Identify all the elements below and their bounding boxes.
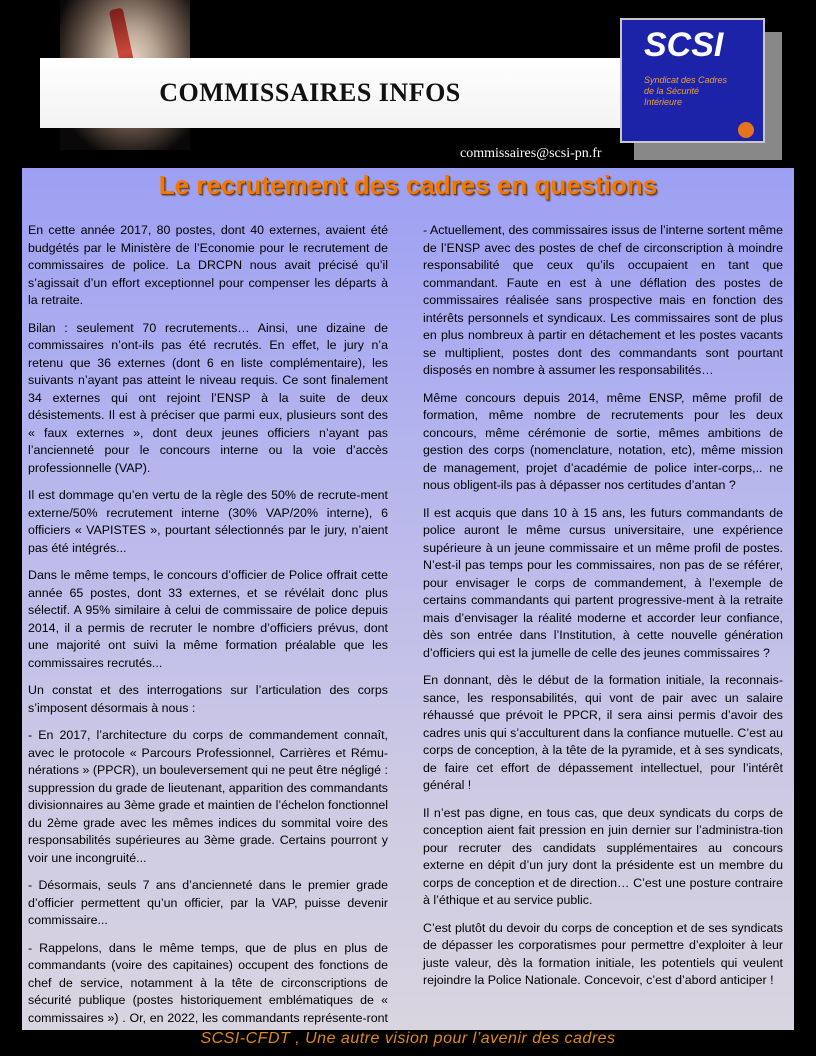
paragraph: Il est acquis que dans 10 à 15 ans, les futurs commandants de police auront le même cursus universitaire, une expérience supérieure à un jeune commissaire et un même profil de postes. N’est-il pas temps pour les commissaires, non pas de se référer, pour envisager le corps de commandement, à l’exemple de certains commandants qui partent progressive-ment à la retraite mais d’envisager la réalité moderne et accorder leur confiance, dès son entrée dans l’Institution, à cette nouvelle génération d’officiers qui est la jumelle de celle des jeunes commissaires ? bbox=[423, 505, 783, 660]
paragraph: - Actuellement, des commissaires issus de l’interne sortent même de l’ENSP avec des postes de chef de circonscription à moindre responsabilité que ceux qu’ils occupaient en tant que commandant. Faute en est à une déflation des postes de commissaires réalisée sans prospective mais en fonction des intérêts personnels et syndicaux. Les commissaires sont de plus en plus nombreux à partir en détachement et les postes vacants se multiplient, postes dont des commandants sont pourtant disposés en nombre à assumer les responsabilités… bbox=[423, 223, 783, 377]
paragraph: En cette année 2017, 80 postes, dont 40 externes, avaient été budgétés par le Ministère de l’Economie pour le recrutement de commissaires de police. La DRCPN nous avait précisé qu’il s’agissait d’un effort exceptionnel pour compenser les départs à la retraite. bbox=[28, 223, 388, 307]
contact-email[interactable]: commissaires@scsi-pn.fr bbox=[460, 146, 602, 161]
paragraph: Même concours depuis 2014, même ENSP, même profil de formation, même nombre de recrutements pour les deux concours, même cérémonie de sortie, mêmes ambitions de gestion des corps (nomenclature, notation, etc), même mission de management, projet d’académie de police inter-corps,.. ne nous obligent-ils pas à dépasser nos certitudes d’antan ? bbox=[423, 390, 783, 492]
article-column-right bbox=[423, 222, 783, 1000]
paragraph: Dans le même temps, le concours d’officier de Police offrait cette année 65 postes, dont 33 externes, et se révélait donc plus sélectif. A 95% similaire à celui de commissaire de police depuis 2014, il a permis de recruter le nombre d’officiers prévus, dont une majorité ont suivi la même formation préalable que les commissaires recrutés... bbox=[28, 568, 388, 670]
cfdt-badge-icon bbox=[738, 122, 754, 138]
article-column-left bbox=[28, 222, 388, 1055]
paragraph: - Désormais, seuls 7 ans d’ancienneté dans le premier grade d’officier permettent qu’un officier, par la VAP, puisse devenir commissaire... bbox=[28, 878, 388, 927]
paragraph: C’est plutôt du devoir du corps de conception et de ses syndicats de dépasser les corporatismes pour permettre d’exploiter à leur juste valeur, dès la formation initiale, les potentiels qui veulent rejoindre la Police Nationale. Concevoir, c’est d’abord anticiper ! bbox=[423, 920, 783, 987]
article-headline: Le recrutement des cadres en questions bbox=[158, 170, 658, 200]
paragraph: Il n’est pas digne, en tous cas, que deux syndicats du corps de conception aient fait pression en juin dernier sur l’administra-tion pour recruter des candidats supplémentaires au concours externe en dépit d’un jury dont la présidente est un membre du corps de conception et de direction… C’est une posture contraire à l’éthique et au service public. bbox=[423, 805, 783, 907]
paragraph: - Rappelons, dans le même temps, que de plus en plus de commandants (voire des capitaines) occupent des fonctions de chef de service, notamment à la tête de circonscriptions de sécurité publique (postes historiquement emblématiques de « commissaires ») . Or, en 2022, les commandants représente-ront 60% du corps de commandement ! bbox=[28, 940, 388, 1042]
footer-tagline: SCSI-CFDT , Une autre vision pour l’avenir des cadres bbox=[200, 1030, 616, 1047]
logo-box bbox=[620, 18, 765, 143]
paragraph: Bilan : seulement 70 recrutements… Ainsi, une dizaine de commissaires n’ont-ils pas été recrutés. En effet, le jury n’a retenu que 36 externes (dont 6 en liste complémentaire), les suivants n’ayant pas atteint le niveau requis. Ce sont finalement 34 externes qui ont rejoint l’ENSP à la suite de deux désistements. Il est à préciser que parmi eux, plusieurs sont des « faux externes », dont deux jeunes officiers n’ayant pas l’ancienneté pour le concours interne ou la voie d’accès professionnelle (VAP). bbox=[28, 320, 388, 475]
paragraph: Un constat et des interrogations sur l’articulation des corps s’imposent désormais à nous : bbox=[28, 683, 388, 715]
paragraph: Il est dommage qu’en vertu de la règle des 50% de recrute-ment externe/50% recrutement interne (30% VAP/20% interne), 6 officiers « VAPISTES », pourtant sélectionnés par le jury, n’aient pas été intégrés... bbox=[28, 488, 388, 555]
logo-name: SCSI bbox=[644, 26, 724, 64]
paragraph: - En 2017, l’architecture du corps de commandement connaît, avec le protocole « Parcours Professionnel, Carrières et Rému-nérations » (PPCR), un bouleversement qui ne peut être négligé : suppression du grade de lieutenant, apparition des commandants divisionnaires au 3ème grade et maintien de l’échelon fonctionnel du 2ème grade avec les mêmes indices du sommital voire des responsabilités supérieures au 3ème grade. Certains pourront y voir une incongruité... bbox=[28, 728, 388, 865]
scsi-logo bbox=[620, 18, 782, 160]
paragraph: En donnant, dès le début de la formation initiale, la reconnais-sance, les responsabilités, qui vont de pair avec un salaire réhaussé que prévoit le PPCR, il sera ainsi permis d’avoir des cadres unis qui s’acculturent dans la confiance mutuelle. C’est au corps de conception, à la tête de la pyramide, et à ses syndicats, de faire cet effort de dépassement intellectuel, pour l’intérêt général ! bbox=[423, 673, 783, 792]
logo-subtitle: Syndicat des Cadres de la Sécurité Intérieure bbox=[644, 75, 728, 107]
page-title: COMMISSAIRES INFOS bbox=[159, 78, 461, 107]
